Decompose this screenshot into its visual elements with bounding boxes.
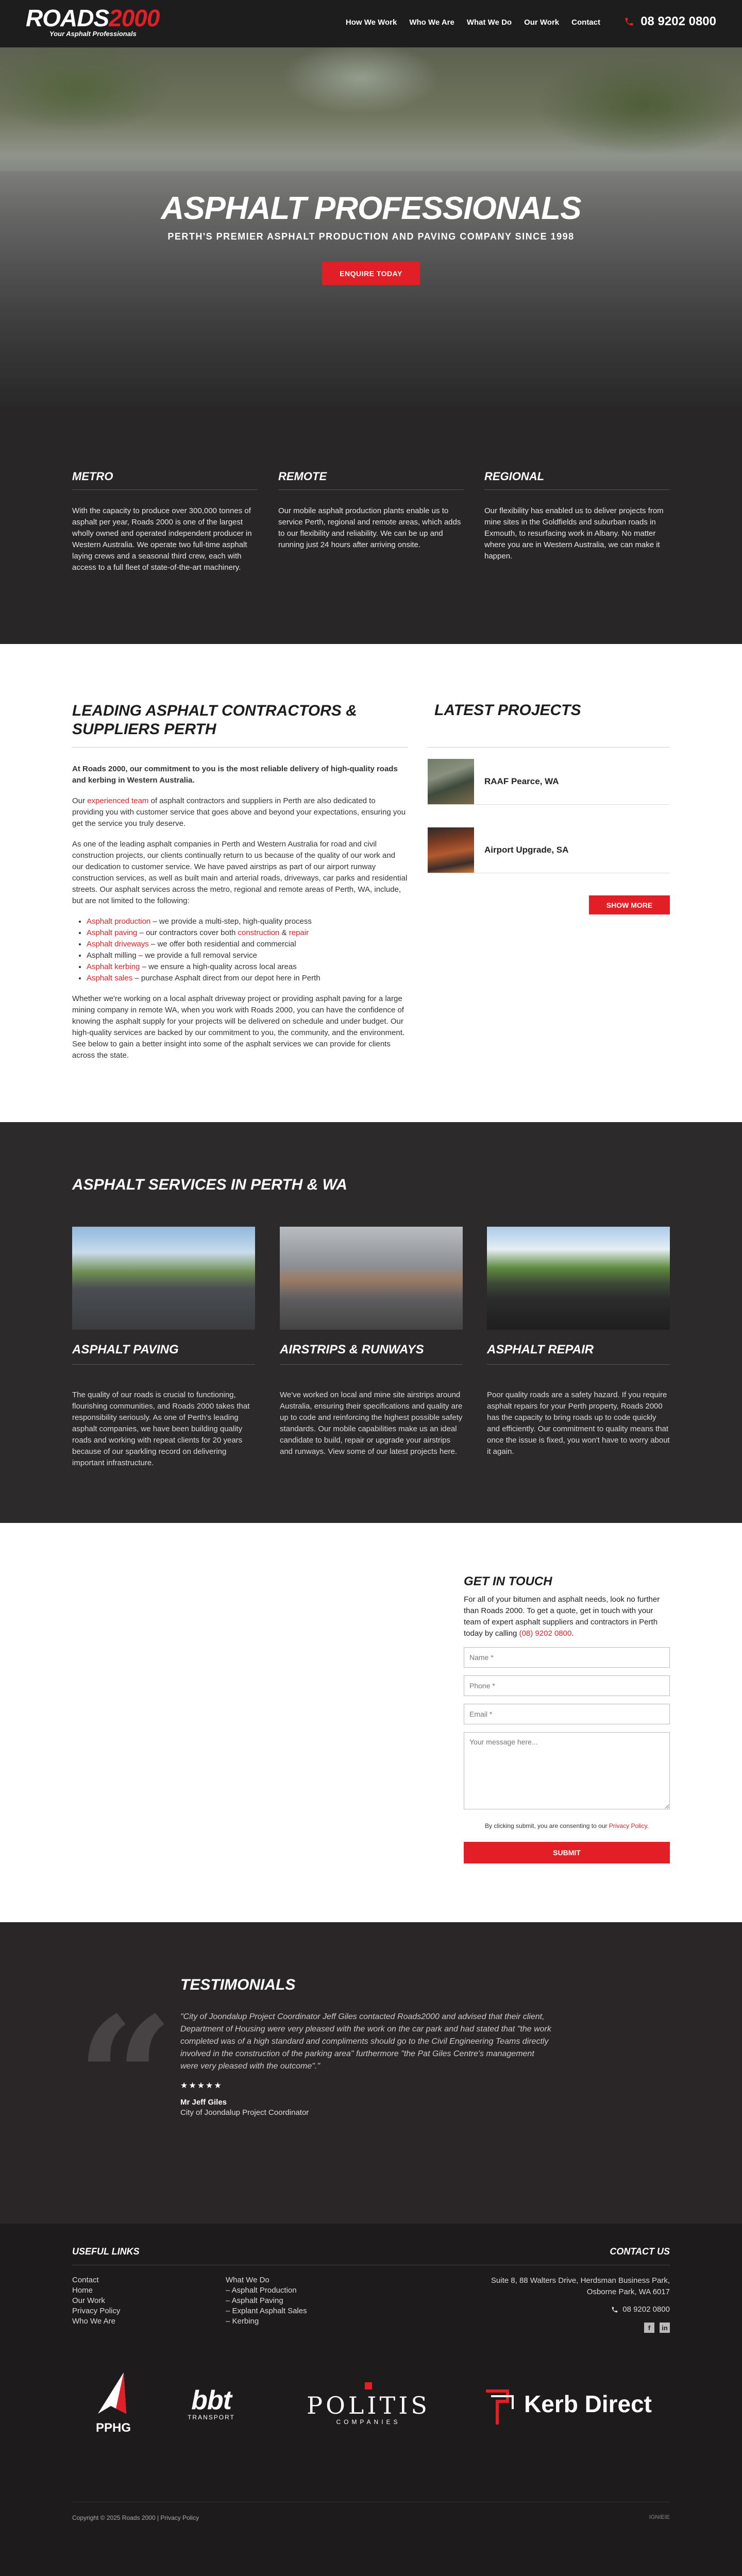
text: – we ensure a high-quality across local areas <box>140 962 297 971</box>
partner-text: Kerb Direct <box>524 2391 652 2417</box>
phone-icon <box>624 16 634 27</box>
nav-our-work[interactable]: Our Work <box>524 18 560 27</box>
phone-input[interactable] <box>464 1675 670 1696</box>
asphalt-driveways-link[interactable]: Asphalt driveways <box>87 940 149 948</box>
copyright: Copyright © 2025 Roads 2000 | Privacy Policy <box>72 2514 199 2521</box>
divider <box>428 747 670 748</box>
footer-phone[interactable] <box>611 2305 670 2314</box>
name-input[interactable] <box>464 1647 670 1668</box>
project-name: Airport Upgrade, SA <box>484 844 569 855</box>
repair-image <box>487 1227 670 1330</box>
hero-subtitle: PERTH'S PREMIER ASPHALT PRODUCTION AND PAVING COMPANY SINCE 1998 <box>167 231 575 242</box>
logo-text-a: ROADS <box>26 5 109 31</box>
list-item <box>87 973 408 984</box>
text: . <box>647 1822 649 1829</box>
enquire-today-button[interactable]: ENQUIRE TODAY <box>322 262 420 285</box>
latest-projects-title: LATEST PROJECTS <box>434 702 581 719</box>
contact-section <box>0 1523 742 1922</box>
footer-link-contact[interactable]: Contact <box>72 2276 99 2284</box>
services-title: ASPHALT SERVICES IN PERTH & WA <box>72 1176 347 1193</box>
roads2000-logo[interactable] <box>26 5 160 41</box>
text: – we offer both residential and commercial <box>148 940 296 948</box>
service-card-airstrips[interactable] <box>280 1227 463 1458</box>
hero-title: ASPHALT PROFESSIONALS <box>161 191 581 226</box>
contact-phone-link[interactable]: (08) 9202 0800 <box>519 1629 572 1638</box>
site-footer <box>0 2224 742 2576</box>
region-text: Our mobile asphalt production plants enable us to service Perth, regional and remote areas, which adds to our flexibility and reliability. We can be up and running just 24 hours after arriving onsite. <box>278 506 461 549</box>
show-more-button[interactable]: SHOW MORE <box>589 895 670 914</box>
credit-logo[interactable]: IGNIEIE <box>649 2514 670 2520</box>
text: – purchase Asphalt direct from our depot here in Perth <box>132 974 321 982</box>
footer-link-sales[interactable]: – Explant Asphalt Sales <box>226 2307 307 2315</box>
service-text: Poor quality roads are a safety hazard. If you require asphalt repairs for your Perth property, Roads 2000 has the capacity to bring roads up to code quickly and efficiently. Our commitment to quality means that once the issue is fixed, you won't have to worry about it again. <box>487 1391 670 1456</box>
text: – we provide a multi-step, high-quality process <box>150 917 312 926</box>
construction-link[interactable]: construction <box>238 928 280 937</box>
project-thumbnail <box>428 759 474 804</box>
footer-link-who-we-are[interactable]: Who We Are <box>72 2317 115 2326</box>
nav-how-we-work[interactable]: How We Work <box>345 18 397 27</box>
region-regional <box>484 470 670 562</box>
quote-icon: “ <box>76 1979 174 2179</box>
contact-intro <box>464 1594 670 1639</box>
politis-mark-icon <box>365 2382 372 2389</box>
list-item <box>87 961 408 973</box>
partner-text: PPHG <box>95 2421 131 2435</box>
footer-link-privacy[interactable]: Privacy Policy <box>72 2307 121 2315</box>
useful-links-title: USEFUL LINKS <box>72 2246 140 2257</box>
footer-link-what-we-do[interactable]: What We Do <box>226 2276 269 2284</box>
text: & <box>279 928 289 937</box>
project-name: RAAF Pearce, WA <box>484 776 559 786</box>
leading-paragraph-2 <box>72 795 408 829</box>
testimonial-author <box>180 2097 309 2118</box>
header-phone[interactable] <box>624 14 716 29</box>
project-item[interactable] <box>428 758 670 805</box>
footer-link-paving[interactable]: – Asphalt Paving <box>226 2296 283 2305</box>
list-item <box>87 950 408 961</box>
asphalt-sales-link[interactable]: Asphalt sales <box>87 974 133 982</box>
leading-body <box>72 764 408 1071</box>
leading-section <box>0 644 742 1122</box>
pphg-logo <box>82 2368 144 2440</box>
contact-form <box>464 1574 670 1863</box>
asphalt-kerbing-link[interactable]: Asphalt kerbing <box>87 962 140 971</box>
region-metro <box>72 470 258 573</box>
pphg-mark-icon <box>88 2372 139 2419</box>
site-header <box>0 0 742 47</box>
facebook-icon[interactable]: f <box>644 2323 654 2333</box>
repair-link[interactable]: repair <box>289 928 309 937</box>
project-item[interactable] <box>428 827 670 873</box>
contact-title: GET IN TOUCH <box>464 1574 552 1588</box>
submit-button[interactable]: SUBMIT <box>464 1842 670 1863</box>
nav-who-we-are[interactable]: Who We Are <box>409 18 454 27</box>
privacy-policy-link[interactable]: Privacy Policy <box>609 1822 647 1829</box>
footer-links-col-2 <box>226 2275 307 2327</box>
region-remote <box>278 470 464 551</box>
kerb-direct-mark-icon <box>482 2381 518 2427</box>
hero-background-trees <box>0 47 742 187</box>
logo-tagline: Your Asphalt Professionals <box>49 30 137 38</box>
nav-what-we-do[interactable]: What We Do <box>466 18 512 27</box>
airstrip-image <box>280 1227 463 1330</box>
asphalt-production-link[interactable]: Asphalt production <box>87 917 151 926</box>
service-card-paving[interactable] <box>72 1227 255 1469</box>
header-phone-number: 08 9202 0800 <box>640 14 716 28</box>
text: For all of your bitumen and asphalt needs, look no further than Roads 2000. To get a quote, get in touch with your team of expert asphalt suppliers and contractors in Perth today by calling <box>464 1595 660 1638</box>
partner-text: COMPANIES <box>336 2418 401 2426</box>
services-section <box>0 1122 742 1523</box>
partner-text: bbt <box>191 2385 231 2415</box>
leading-intro: At Roads 2000, our commitment to you is the most reliable delivery of high-quality roads and kerbing in Western Australia. <box>72 765 398 785</box>
footer-link-production[interactable]: – Asphalt Production <box>226 2286 297 2295</box>
footer-link-kerbing[interactable]: – Kerbing <box>226 2317 259 2326</box>
services-list <box>87 916 408 984</box>
partner-text: POLITIS <box>307 2392 430 2419</box>
region-title: REMOTE <box>278 470 464 490</box>
email-input[interactable] <box>464 1704 670 1724</box>
region-text: With the capacity to produce over 300,000 tonnes of asphalt per year, Roads 2000 is one of the largest wholly owned and operated independent producer in Western Australia. We operate two full-time asphalt laying crews and a seasonal third crew, each with access to a full fleet of state-of-the-art machinery. <box>72 506 252 572</box>
logo-text-b: 2000 <box>109 5 160 31</box>
text: of asphalt contractors and suppliers in Perth are also dedicated to providing you with customer service that goes above and beyond your expectations, ensuring you get the service you truly deserve. <box>72 796 406 828</box>
experienced-team-link[interactable]: experienced team <box>87 796 149 805</box>
consent-text <box>464 1822 670 1829</box>
service-title: ASPHALT PAVING <box>72 1343 255 1365</box>
service-title: AIRSTRIPS & RUNWAYS <box>280 1343 463 1365</box>
list-item <box>87 916 408 927</box>
kerb-direct-logo <box>469 2368 665 2440</box>
text: Asphalt milling – we provide a full removal service <box>87 951 257 960</box>
asphalt-paving-link[interactable]: Asphalt paving <box>87 928 138 937</box>
phone-icon <box>611 2306 618 2313</box>
text: Our <box>72 796 88 805</box>
partner-text: TRANSPORT <box>188 2414 235 2421</box>
leading-paragraph-4: Whether we're working on a local asphalt driveway project or providing asphalt paving for a large mining company in remote WA, when you work with Roads 2000, you can have the confidence of knowing the asphalt supply for your projects will be delivered on schedule and under budget. Our high-quality services are backed by our commitment to you, the community, and the environment. See below to gain a better insight into some of the asphalt services we can provide for clients across the state. <box>72 994 405 1060</box>
service-card-repair[interactable] <box>487 1227 670 1458</box>
hero-section <box>0 47 742 408</box>
footer-address: Suite 8, 88 Walters Drive, Herdsman Business Park, Osborne Park, WA 6017 <box>491 2276 670 2296</box>
footer-link-our-work[interactable]: Our Work <box>72 2296 105 2305</box>
text: . <box>571 1629 574 1638</box>
testimonials-title: TESTIMONIALS <box>180 1976 296 1993</box>
service-text: We've worked on local and mine site airstrips around Australia, ensuring their specifications and quality are up to code and reinforcing the highest possible safety standards. Our mobile capabilities make us an ideal candidate to build, repair or upgrade your airstrips and runways. View some of our latest projects here. <box>280 1391 463 1456</box>
list-item <box>87 939 408 950</box>
author-name: Mr Jeff Giles <box>180 2098 227 2107</box>
linkedin-icon[interactable]: in <box>660 2323 670 2333</box>
paving-image <box>72 1227 255 1330</box>
leading-title: LEADING ASPHALT CONTRACTORS & SUPPLIERS PERTH <box>72 702 357 738</box>
testimonial-quote: "City of Joondalup Project Coordinator Jeff Giles contacted Roads2000 and advised that their client, Department of Housing were very pleased with the work on the car park and had stated that "the work completed was of a high standard and compliments should go to the Civil Engineering Teams directly involved in the construction of the parking area" furthermore "the Pat Giles Centre's management were very pleased with the outcome"." <box>180 2012 551 2071</box>
contact-us-title: CONTACT US <box>610 2246 670 2257</box>
text: – our contractors cover both <box>137 928 238 937</box>
footer-links-col-1 <box>72 2275 120 2327</box>
leading-paragraph-3: As one of the leading asphalt companies in Perth and Western Australia for road and civil construction projects, our clients continually return to us because of the quality of our work and our dedication to customer service. We have paved airstrips as part of our airport runway construction services, as well as built main and arterial roads, driveways, car parks and residential streets. Our asphalt services across the metro, regional and remote areas of Perth, WA, include, but are not limited to the following: <box>72 840 408 905</box>
footer-phone-number: 08 9202 0800 <box>622 2305 670 2314</box>
star-rating: ★★★★★ <box>180 2081 223 2090</box>
nav-contact[interactable]: Contact <box>571 18 600 27</box>
text: By clicking submit, you are consenting to our <box>485 1822 609 1829</box>
region-title: METRO <box>72 470 258 490</box>
testimonials-section <box>0 1922 742 2224</box>
author-org: City of Joondalup Project Coordinator <box>180 2108 309 2117</box>
politis-logo <box>289 2368 448 2440</box>
divider <box>72 747 408 748</box>
main-nav <box>346 18 600 27</box>
project-thumbnail <box>428 827 474 873</box>
list-item <box>87 927 408 939</box>
region-text: Our flexibility has enabled us to deliver projects from mine sites in the Goldfields and suburban roads in Exmouth, to resurfacing work in Albany. No matter where you are in Western Australia, we can make it happen. <box>484 506 664 561</box>
bbt-logo <box>162 2368 260 2440</box>
footer-link-home[interactable]: Home <box>72 2286 93 2295</box>
service-title: ASPHALT REPAIR <box>487 1343 670 1365</box>
social-links <box>644 2323 670 2333</box>
regions-section <box>0 408 742 644</box>
region-title: REGIONAL <box>484 470 670 490</box>
service-text: The quality of our roads is crucial to functioning, flourishing communities, and Roads 2000 takes that responsibility seriously. As one of Perth's leading asphalt companies, we have been building quality roads and working with repeat clients for 20 years because of our sparkling record on delivering important infrastructure. <box>72 1391 250 1467</box>
message-input[interactable] <box>464 1732 670 1809</box>
